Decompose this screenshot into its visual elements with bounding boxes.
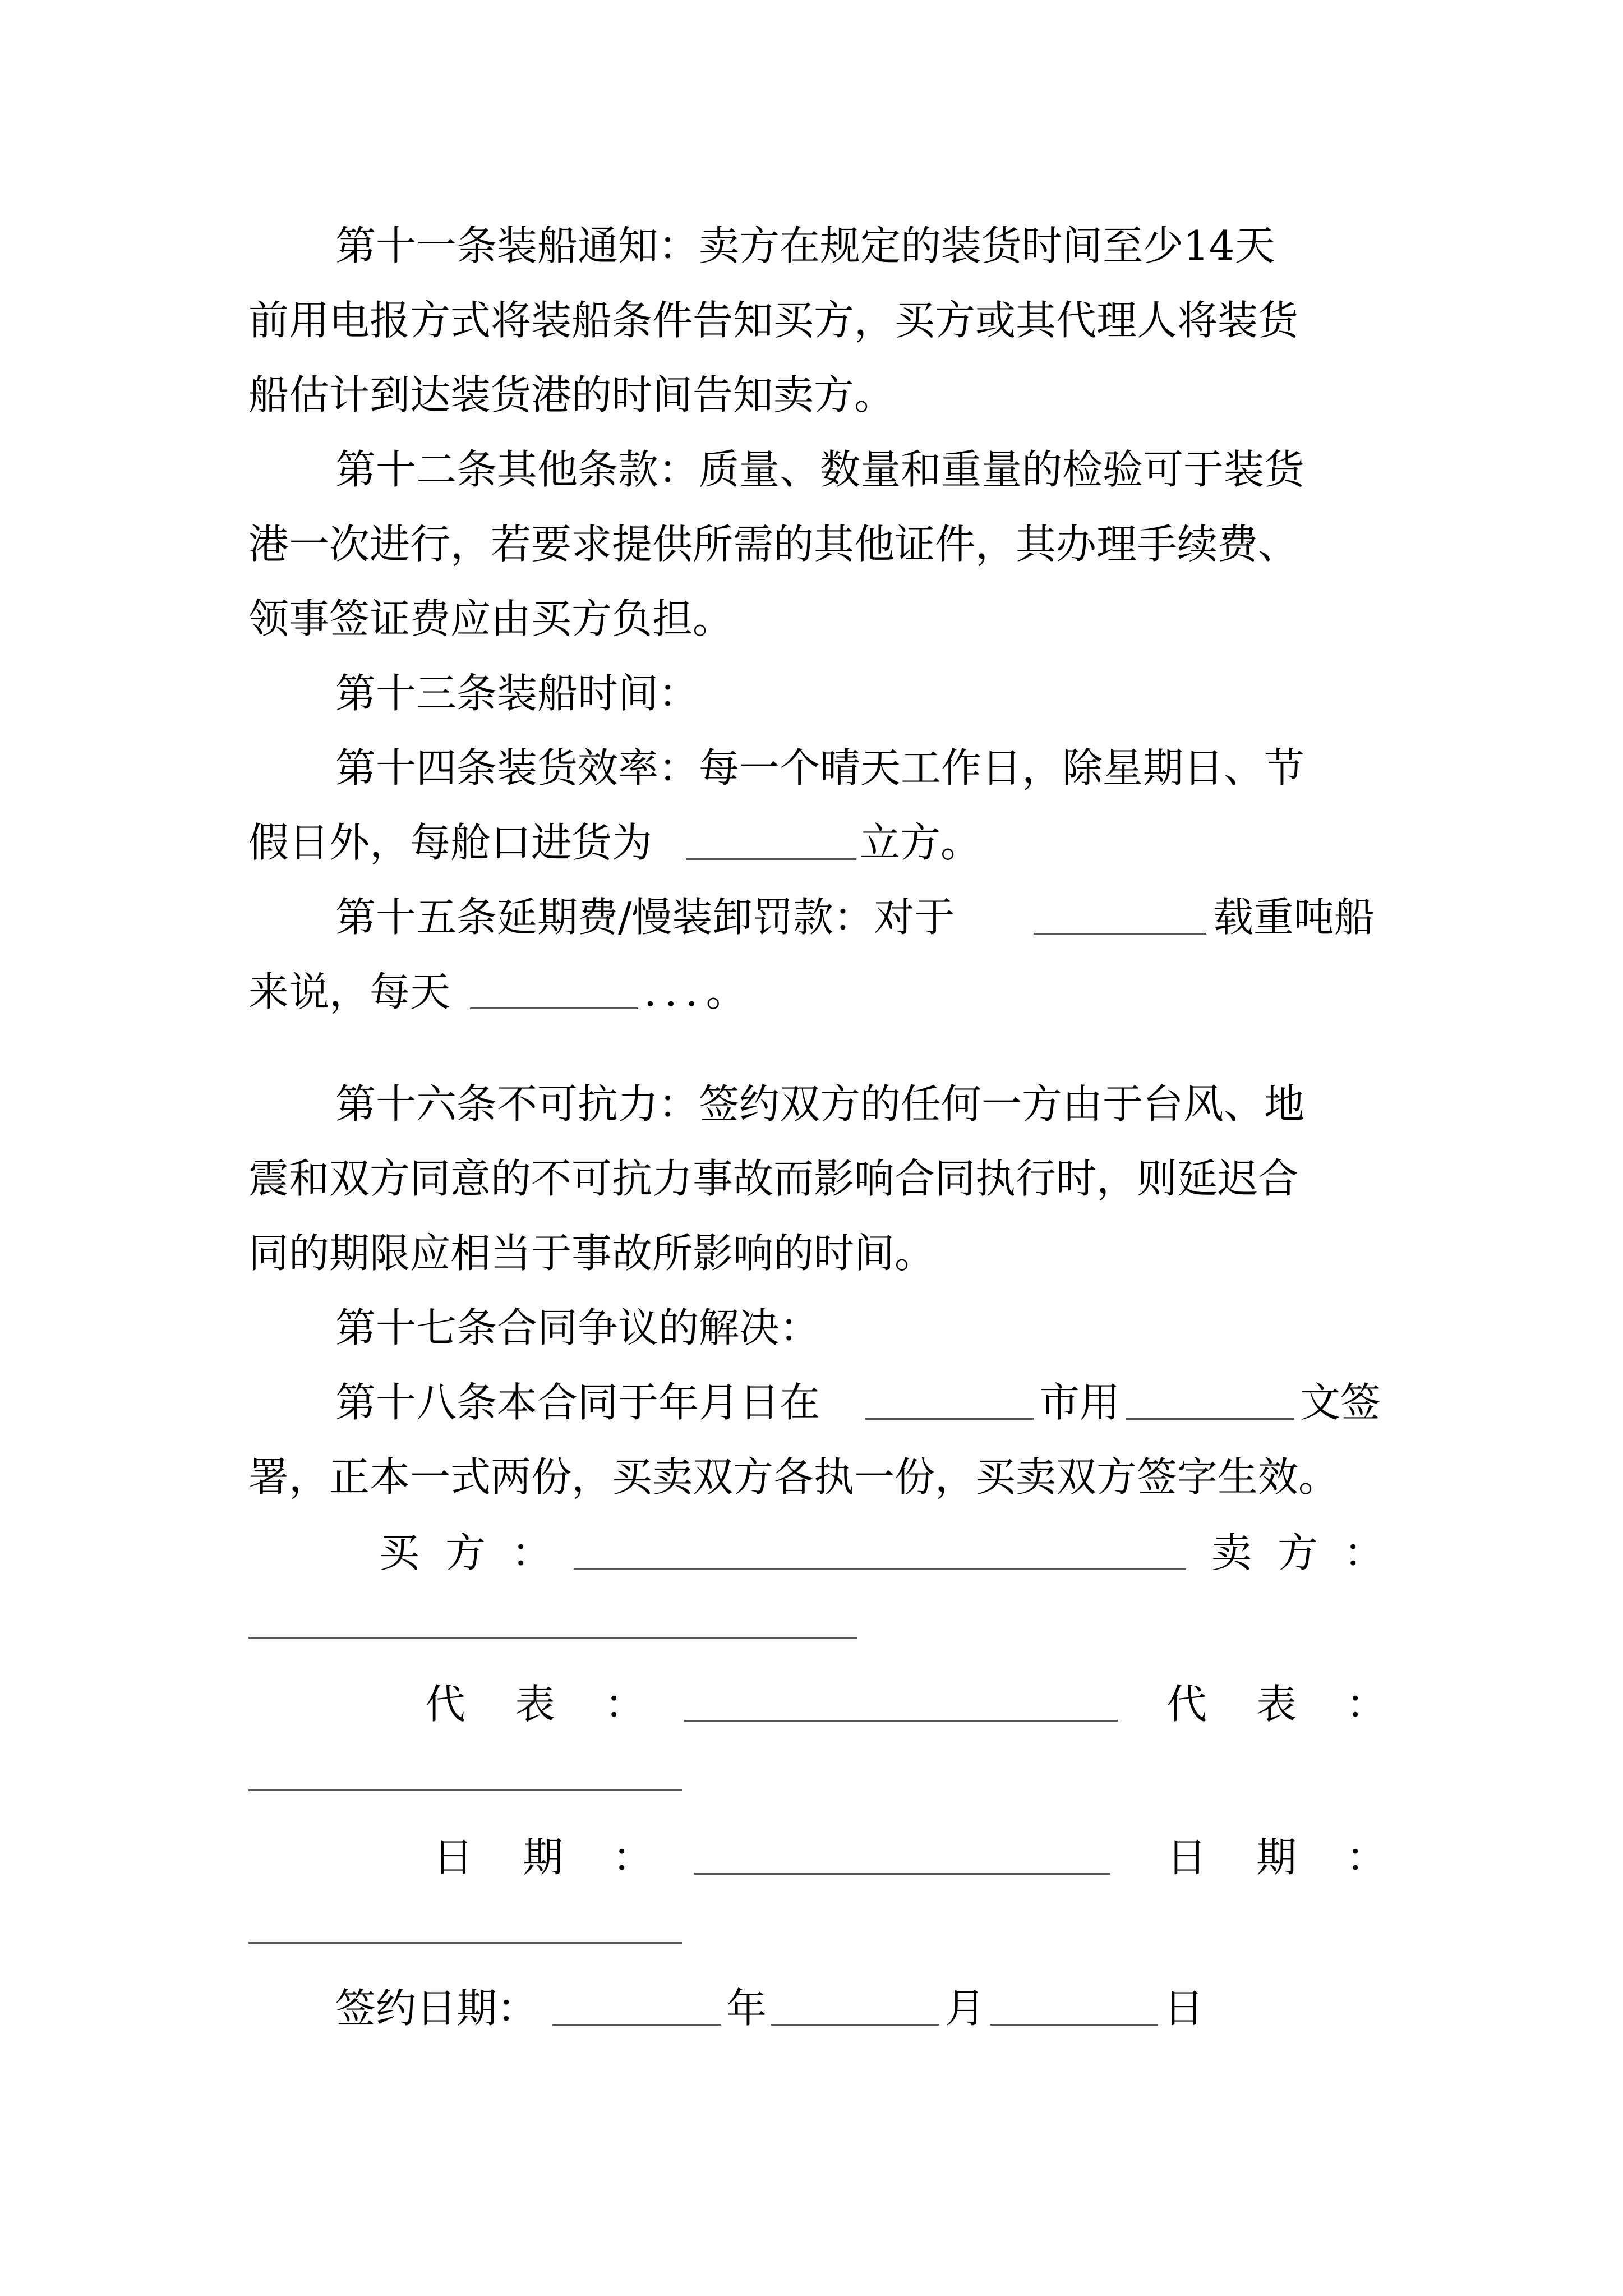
signature-representative [0,1666,1623,1742]
blank-city[interactable] [865,1418,1034,1420]
buyer-date-field[interactable] [694,1873,1110,1875]
clause-12 [0,431,1623,508]
clause-18-line-1c: 文签 [1300,1379,1381,1426]
clause-16-line-2: 震和双方同意的不可抗力事故而影响合同执行时，则延迟合 [248,1155,1299,1202]
buyer-name-field[interactable] [574,1568,1186,1570]
day-label: 日 [1164,1985,1205,2032]
blank-cubic-meters[interactable] [686,858,856,860]
clause-17-line-1: 第十七条合同争议的解决： [335,1304,820,1351]
clause-17 [0,1290,1623,1366]
seller-date-label: 日期： [1166,1834,1436,1881]
clause-18-line-2: 署，正本一式两份，买卖双方各执一份，买卖双方签字生效。 [248,1453,1339,1501]
clause-16 [0,1066,1623,1142]
year-label: 年 [726,1985,767,2032]
signature-buyer-seller [0,1515,1623,1591]
clause-12-line-1: 第十二条其他条款：质量、数量和重量的检验可于装货 [335,446,1305,493]
clause-15-line-1a: 第十五条延期费/慢装卸罚款：对于 [335,894,955,941]
month-label: 月 [945,1985,986,2032]
clause-11-line-1: 第十一条装船通知：卖方在规定的装货时间至少14天 [335,222,1275,269]
blank-language[interactable] [1126,1418,1294,1420]
clause-14-line-2b: 立方。 [860,819,981,866]
signing-year-field[interactable] [552,2024,721,2026]
clause-11 [0,208,1623,284]
clause-15-line-2a: 来说，每天 [248,968,451,1015]
signing-date [0,1970,1623,2046]
clause-15 [0,879,1623,955]
blank-deadweight[interactable] [1034,933,1206,935]
signing-month-field[interactable] [771,2024,939,2026]
buyer-label: 买方： [379,1529,578,1576]
buyer-rep-field[interactable] [684,1720,1118,1722]
seller-rep-label: 代表： [1166,1681,1436,1728]
signature-date [0,1819,1623,1895]
seller-name-field[interactable] [248,1637,857,1639]
buyer-rep-label: 代表： [425,1681,695,1728]
signing-date-label: 签约日期： [335,1985,538,2032]
clause-11-line-3: 船估计到达装货港的时间告知卖方。 [248,371,895,418]
clause-15-line-1b: 载重吨船 [1213,894,1375,941]
clause-15-line-2b: ...。 [644,968,754,1015]
clause-16-line-1: 第十六条不可抗力：签约双方的任何一方由于台风、地 [335,1080,1305,1128]
clause-14-line-2a: 假日外，每舱口进货为 [248,819,653,866]
seller-label: 卖方： [1211,1529,1410,1576]
clause-16-line-3: 同的期限应相当于事故所影响的时间。 [248,1230,935,1277]
clause-14 [0,730,1623,806]
clause-18-line-1b: 市用 [1039,1379,1121,1426]
clause-14-line-1: 第十四条装货效率：每一个晴天工作日，除星期日、节 [335,744,1305,792]
seller-rep-field[interactable] [248,1789,682,1791]
clause-12-line-2: 港一次进行，若要求提供所需的其他证件，其办理手续费、 [248,521,1299,568]
clause-13-line-1: 第十三条装船时间： [335,670,699,717]
clause-13 [0,655,1623,731]
clause-18 [0,1364,1623,1441]
blank-per-day[interactable] [470,1007,638,1009]
clause-11-line-2: 前用电报方式将装船条件告知买方，买方或其代理人将装货 [248,297,1299,344]
seller-date-field[interactable] [248,1942,682,1944]
clause-12-line-3: 领事签证费应由买方负担。 [248,595,734,642]
signing-day-field[interactable] [990,2024,1158,2026]
clause-18-line-1a: 第十八条本合同于年月日在 [335,1379,820,1426]
buyer-date-label: 日期： [433,1834,703,1881]
